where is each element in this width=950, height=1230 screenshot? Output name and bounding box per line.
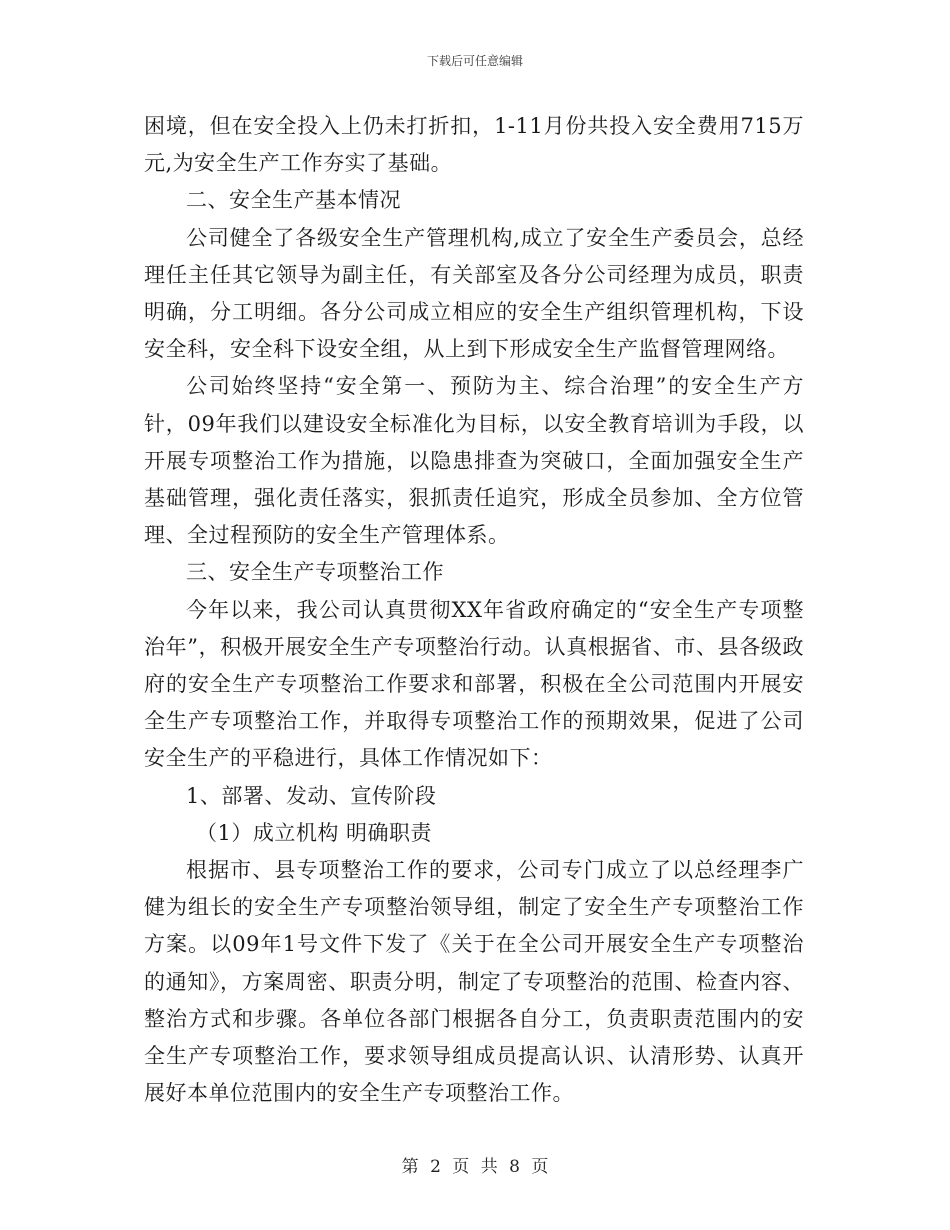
section-heading-3: 三、安全生产专项整治工作 — [186, 560, 444, 585]
subsubsection-heading: （1）成立机构 明确职责 — [196, 820, 433, 845]
subsection-heading: 1、部署、发动、宣传阶段 — [186, 783, 437, 808]
section-heading-2: 二、安全生产基本情况 — [186, 188, 401, 213]
paragraph-continuation: 困境，但在安全投入上仍未打折扣，1-11月份共投入安全费用715万元,为安全生产工作夯实了基础。 — [144, 114, 804, 176]
document-body — [144, 108, 804, 1112]
paragraph: 公司始终坚持“安全第一、预防为主、综合治理”的安全生产方针，09年我们以建设安全标准化为目标，以安全教育培训为手段，以开展专项整治工作为措施，以隐患排查为突破口，全面加强安全生产基础管理，强化责任落实，狠抓责任追究，形成全员参加、全方位管理、全过程预防的安全生产管理体系。 — [144, 374, 804, 548]
page-number: 第 2 页 共 8 页 — [401, 1157, 549, 1177]
paragraph: 今年以来，我公司认真贯彻XX年省政府确定的“安全生产专项整治年”，积极开展安全生产专项整治行动。认真根据省、市、县各级政府的安全生产专项整治工作要求和部署，积极在全公司范围内开展安全生产专项整治工作，并取得专项整治工作的预期效果，促进了公司安全生产的平稳进行，具体工作情况如下： — [144, 597, 804, 771]
paragraph: 公司健全了各级安全生产管理机构,成立了安全生产委员会，总经理任主任其它领导为副主任，有关部室及各分公司经理为成员，职责明确，分工明细。各分公司成立相应的安全生产组织管理机构，下设安全科，安全科下设安全组，从上到下形成安全生产监督管理网络。 — [144, 225, 804, 362]
page-header: 下载后可任意编辑 — [426, 54, 523, 68]
paragraph: 根据市、县专项整治工作的要求，公司专门成立了以总经理李广健为组长的安全生产专项整治领导组，制定了安全生产专项整治工作方案。以09年1号文件下发了《关于在全公司开展安全生产专项整治的通知》，方案周密、职责分明，制定了专项整治的范围、检查内容、整治方式和步骤。各单位各部门根据各自分工，负责职责范围内的安全生产专项整治工作，要求领导组成员提高认识、认清形势、认真开展好本单位范围内的安全生产专项整治工作。 — [144, 858, 804, 1106]
